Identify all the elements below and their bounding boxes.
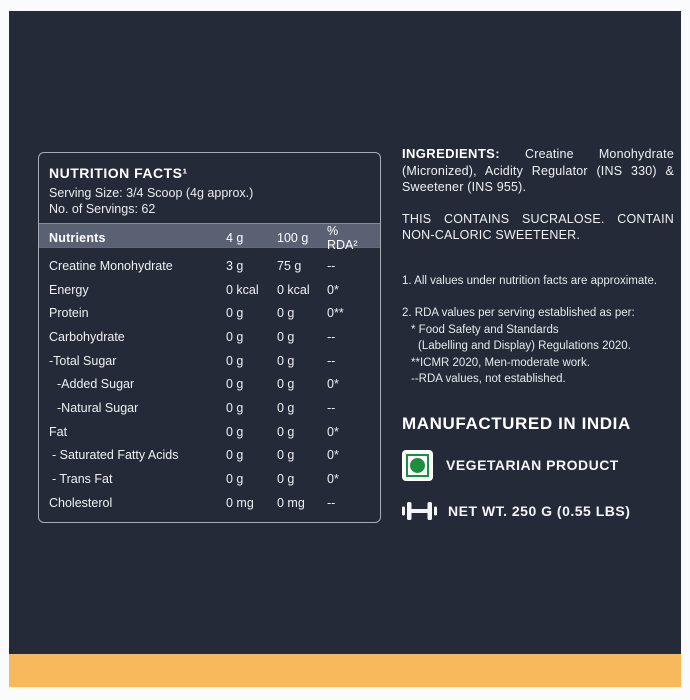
nutrient-name: -Natural Sugar xyxy=(57,400,139,415)
table-row xyxy=(49,396,370,420)
nutrient-per-serving: 0 g xyxy=(226,306,244,321)
nutrient-per-serving: 0 g xyxy=(226,329,244,344)
nutrient-rda: 0** xyxy=(327,306,344,321)
sucralose-warning: THIS CONTAINS SUCRALOSE. CONTAIN NON-CALORIC SWEETENER. xyxy=(402,211,674,242)
label-body xyxy=(9,11,681,654)
column-header-per-serving: 4 g xyxy=(226,231,244,245)
nutrient-rda: 0* xyxy=(327,424,339,439)
nutrient-rda: 0* xyxy=(327,472,339,487)
nutrient-per-100g: 0 g xyxy=(277,306,295,321)
nutrient-name: -Added Sugar xyxy=(57,377,135,392)
dumbbell-icon xyxy=(402,500,437,522)
nutrient-per-100g: 0 g xyxy=(277,448,295,463)
nutrient-rda: -- xyxy=(327,329,336,344)
column-header-rda: % RDA² xyxy=(327,224,358,252)
accent-stripe xyxy=(9,654,681,687)
nutrient-per-serving: 3 g xyxy=(226,258,244,273)
net-weight-row xyxy=(402,500,674,522)
nutrient-name: Energy xyxy=(49,282,89,297)
nutrient-per-serving: 0 g xyxy=(226,400,244,415)
nutrient-name: - Trans Fat xyxy=(52,472,113,487)
nutrient-per-serving: 0 mg xyxy=(226,495,254,510)
table-row xyxy=(49,444,370,468)
nutrient-per-serving: 0 g xyxy=(226,448,244,463)
column-header-per-100g: 100 g xyxy=(277,231,309,245)
product-label xyxy=(9,11,681,687)
nutrition-table-body xyxy=(39,247,380,515)
footnote-line: **ICMR 2020, Men-moderate work. xyxy=(411,356,590,369)
nutrient-rda: 0* xyxy=(327,448,339,463)
nutrient-name: - Saturated Fatty Acids xyxy=(52,448,179,463)
table-row xyxy=(49,301,370,325)
ingredients-text: Creatine Monohydrate (Micronized), Acidity Regulator (INS 330) & Sweetener (INS 955). xyxy=(402,147,674,194)
nutrient-name: -Total Sugar xyxy=(49,353,117,368)
serving-size-text: Serving Size: 3/4 Scoop (4g approx.) xyxy=(49,186,254,200)
vegetarian-row xyxy=(402,450,674,481)
nutrient-rda: 0* xyxy=(327,377,339,392)
nutrition-facts-panel xyxy=(38,152,381,523)
table-row xyxy=(49,325,370,349)
footnote-line: (Labelling and Display) Regulations 2020. xyxy=(418,340,631,352)
footnotes xyxy=(402,273,674,388)
nutrient-per-100g: 0 g xyxy=(277,424,295,439)
table-header-row xyxy=(39,224,380,252)
nutrient-per-serving: 0 g xyxy=(226,377,244,392)
footnote-line: 2. RDA values per serving established as per: xyxy=(402,307,635,319)
vegetarian-mark-border xyxy=(406,454,429,477)
vegetarian-mark-dot xyxy=(410,458,425,473)
nutrient-rda: -- xyxy=(327,258,336,273)
nutrient-per-serving: 0 g xyxy=(226,424,244,439)
table-row xyxy=(49,467,370,491)
footnote-line: --RDA values, not established. xyxy=(411,373,566,385)
nutrient-per-100g: 0 g xyxy=(277,353,295,368)
ingredients-label: INGREDIENTS: xyxy=(402,146,500,161)
nutrient-rda: -- xyxy=(327,400,336,415)
nutrient-per-100g: 75 g xyxy=(277,258,302,273)
nutrient-per-100g: 0 g xyxy=(277,400,295,415)
nutrition-facts-title: NUTRITION FACTS¹ xyxy=(49,165,188,181)
table-row xyxy=(49,372,370,396)
nutrient-name: Carbohydrate xyxy=(49,329,125,344)
nutrient-per-serving: 0 kcal xyxy=(226,282,259,297)
footnote-line: * Food Safety and Standards xyxy=(411,323,559,336)
nutrient-per-100g: 0 g xyxy=(277,329,295,344)
nutrient-name: Protein xyxy=(49,306,89,321)
vegetarian-mark-icon xyxy=(402,450,433,481)
nutrient-rda: 0* xyxy=(327,282,339,297)
nutrient-per-serving: 0 g xyxy=(226,353,244,368)
column-header-nutrients: Nutrients xyxy=(49,231,106,245)
nutrient-per-100g: 0 g xyxy=(277,377,295,392)
vegetarian-product-text: VEGETARIAN PRODUCT xyxy=(446,457,619,473)
net-weight-text: NET WT. 250 G (0.55 LBS) xyxy=(448,502,631,519)
manufactured-in-india-text: MANUFACTURED IN INDIA xyxy=(402,413,631,433)
footnote-line: 1. All values under nutrition facts are approximate. xyxy=(402,274,658,287)
nutrient-name: Cholesterol xyxy=(49,495,113,510)
table-row xyxy=(49,491,370,515)
nutrient-name: Fat xyxy=(49,424,68,439)
nutrient-per-100g: 0 mg xyxy=(277,495,305,510)
right-column xyxy=(402,146,674,522)
nutrient-name: Creatine Monohydrate xyxy=(49,258,173,273)
table-row xyxy=(49,254,370,278)
table-row xyxy=(49,349,370,373)
nutrient-per-100g: 0 kcal xyxy=(277,282,310,297)
nutrient-rda: -- xyxy=(327,353,336,368)
ingredients-paragraph xyxy=(402,146,674,196)
table-row xyxy=(49,420,370,444)
nutrient-per-100g: 0 g xyxy=(277,472,295,487)
table-row xyxy=(49,278,370,302)
servings-count-text: No. of Servings: 62 xyxy=(49,202,156,216)
nutrient-rda: -- xyxy=(327,495,336,510)
nutrient-per-serving: 0 g xyxy=(226,472,244,487)
nutrition-facts-header xyxy=(39,153,380,216)
